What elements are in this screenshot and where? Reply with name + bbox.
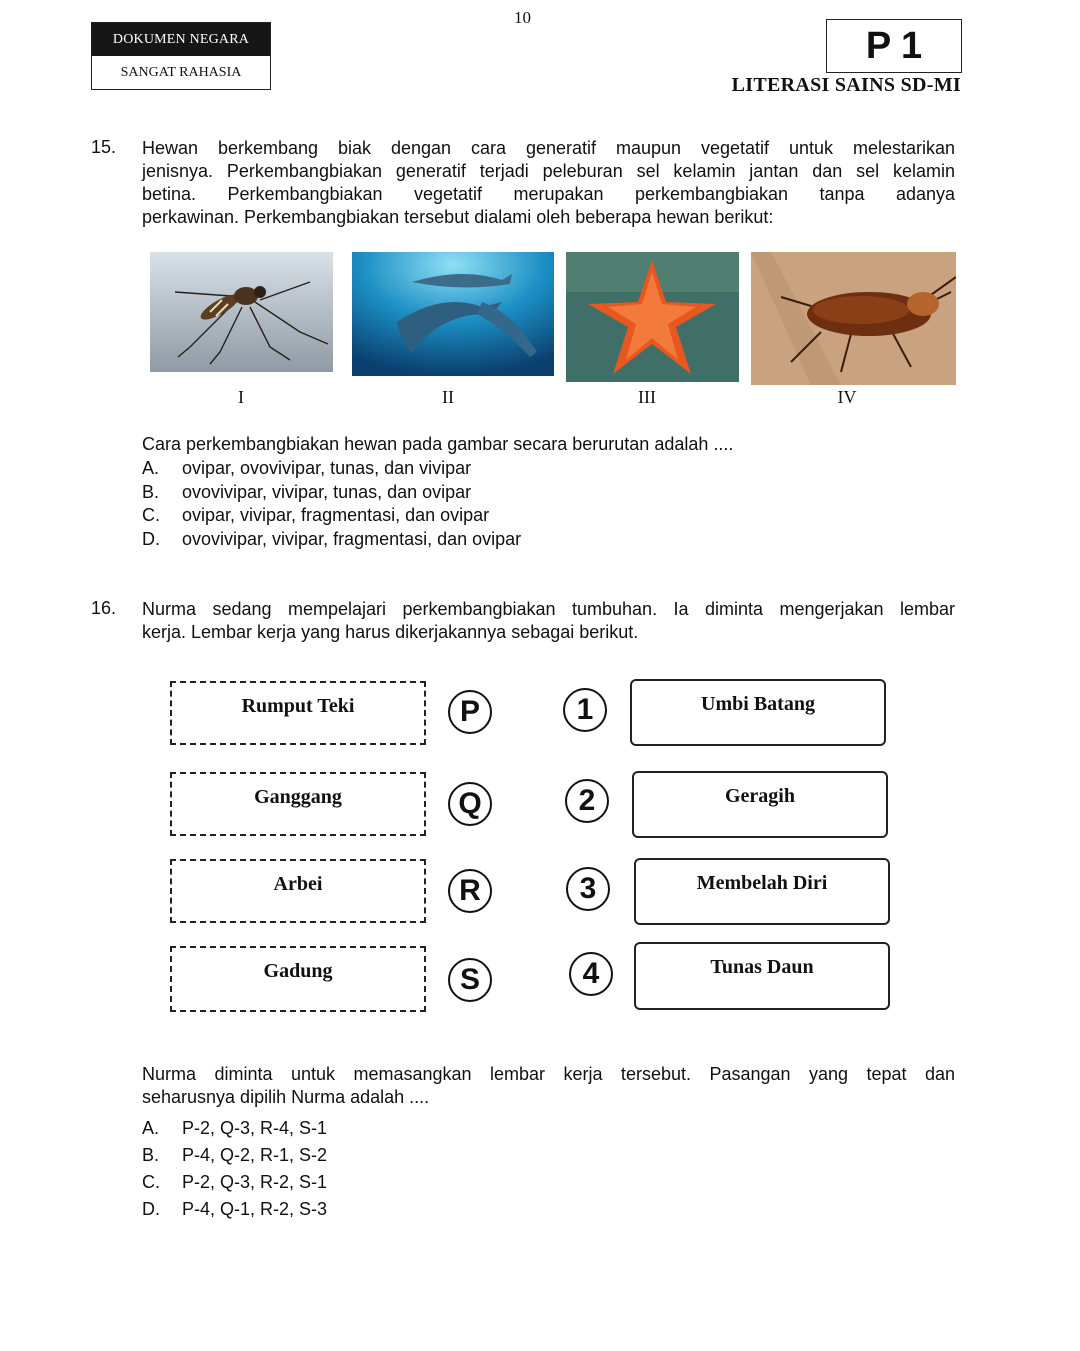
method-box-3	[634, 858, 890, 925]
photo-label-ii: II	[442, 387, 454, 407]
question-15-prompt: Cara perkembangbiakan hewan pada gambar secara berurutan adalah ....	[142, 434, 734, 454]
option-list	[142, 1115, 327, 1223]
number-circle-1: 1	[563, 688, 607, 732]
question-15-stem	[142, 137, 955, 229]
letter-circle-q: Q	[448, 782, 492, 826]
letter-circle-s: S	[448, 958, 492, 1002]
option-a[interactable]: A. P-2, Q-3, R-4, S-1	[142, 1118, 328, 1138]
stamp-dokumen-negara: DOKUMEN NEGARA	[92, 23, 270, 56]
starfish-photo	[566, 252, 739, 382]
option-d[interactable]: D. P-4, Q-1, R-2, S-3	[142, 1199, 328, 1219]
question-16-number: 16.	[91, 598, 117, 618]
plant-label: Ganggang	[254, 786, 342, 808]
method-box-1	[630, 679, 886, 746]
plant-box-p	[170, 681, 426, 745]
photo-label-iii: III	[638, 387, 656, 407]
stem-line: kerja. Lembar kerja yang harus dikerjakannya sebagai berikut.	[142, 622, 639, 642]
stamp-sangat-rahasia: SANGAT RAHASIA	[120, 65, 242, 80]
prompt-line: seharusnya dipilih Nurma adalah ....	[142, 1087, 430, 1107]
page-number: 10	[514, 8, 531, 27]
option-b[interactable]: B. ovovivipar, vivipar, tunas, dan ovipar	[142, 481, 472, 502]
option-c[interactable]: C. P-2, Q-3, R-2, S-1	[142, 1172, 328, 1192]
option-a[interactable]: A. ovipar, ovovivipar, tunas, dan vivipar	[142, 458, 472, 478]
letter-circle-r: R	[448, 869, 492, 913]
number-circle-3: 3	[566, 867, 610, 911]
stem-line: Nurma sedang mempelajari perkembangbiakan tumbuhan. Ia diminta mengerjakan lembar	[142, 599, 955, 619]
mosquito-photo	[150, 252, 333, 372]
method-label: Tunas Daun	[710, 956, 814, 978]
method-box-4	[634, 942, 890, 1010]
plant-box-s	[170, 946, 426, 1012]
option-b[interactable]: B. P-4, Q-2, R-1, S-2	[142, 1145, 328, 1165]
dolphin-photo	[352, 252, 554, 376]
stem-line: jenisnya. Perkembangbiakan generatif terjadi peleburan sel kelamin jantan dan sel kelamin	[142, 161, 955, 181]
method-label: Membelah Diri	[696, 872, 828, 894]
question-15-number: 15.	[91, 137, 117, 157]
question-16-stem	[142, 598, 955, 644]
letter-circle-p: P	[448, 690, 492, 734]
subject-title: LITERASI SAINS SD-MI	[731, 74, 961, 96]
packet-code: P 1	[826, 19, 962, 73]
stem-line: Hewan berkembang biak dengan cara generatif maupun vegetatif untuk melestarikan	[142, 138, 955, 158]
photo-label-iv: IV	[837, 387, 857, 407]
plant-box-r	[170, 859, 426, 923]
number-circle-2: 2	[565, 779, 609, 823]
stem-line: perkawinan. Perkembangbiakan tersebut dialami oleh beberapa hewan berikut:	[142, 207, 774, 227]
plant-label: Arbei	[273, 873, 323, 895]
option-d[interactable]: D. ovovivipar, vivipar, fragmentasi, dan ovipar	[142, 528, 522, 549]
stem-line: betina. Perkembangbiakan vegetatif merupakan perkembangbiakan tanpa adanya	[142, 184, 955, 204]
photo-label-i: I	[238, 387, 244, 407]
plant-box-q	[170, 772, 426, 836]
cockroach-photo	[751, 252, 956, 385]
plant-label: Rumput Teki	[241, 695, 355, 717]
prompt-line: Nurma diminta untuk memasangkan lembar kerja tersebut. Pasangan yang tepat dan	[142, 1064, 955, 1084]
method-label: Umbi Batang	[701, 693, 815, 715]
method-label: Geragih	[725, 785, 795, 807]
method-box-2	[632, 771, 888, 838]
question-16-prompt	[142, 1063, 955, 1109]
option-list	[142, 457, 521, 551]
plant-label: Gadung	[263, 960, 333, 982]
number-circle-4: 4	[569, 952, 613, 996]
classification-stamp	[91, 22, 271, 90]
option-c[interactable]: C. ovipar, vivipar, fragmentasi, dan ovipar	[142, 505, 490, 525]
